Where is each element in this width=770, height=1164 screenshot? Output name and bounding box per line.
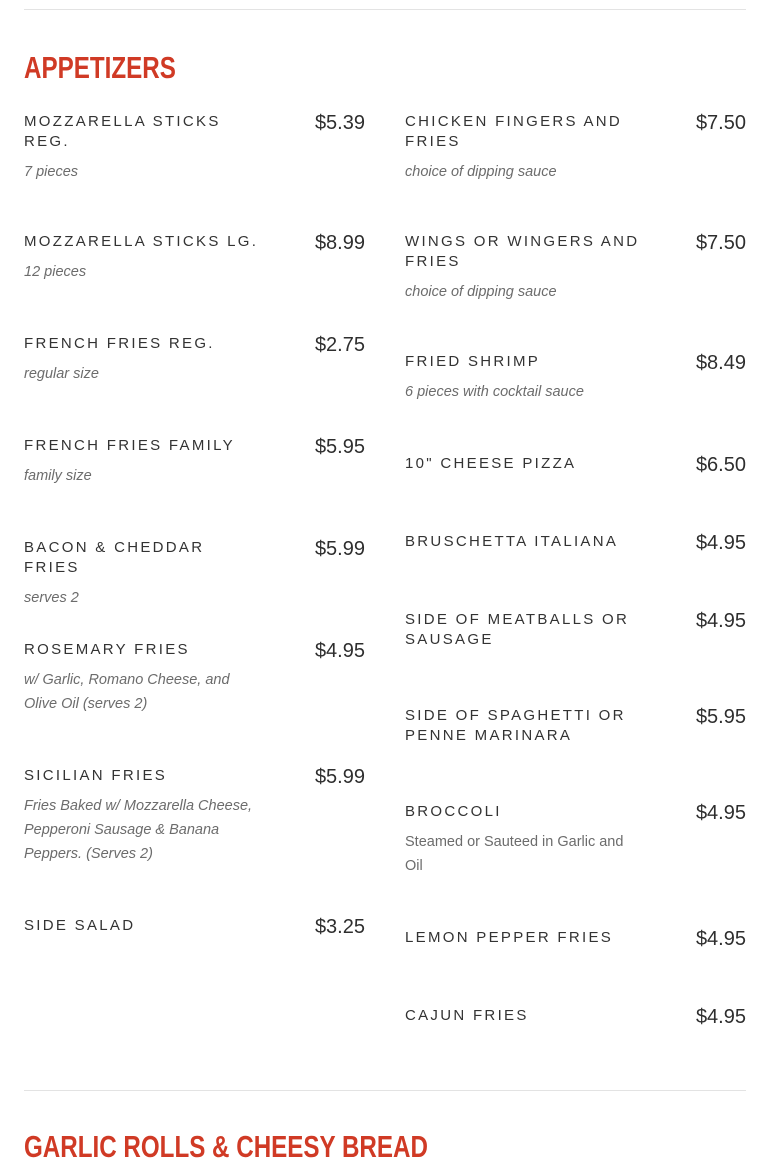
- menu-item: [24, 766, 365, 916]
- item-description: w/ Garlic, Romano Cheese, and Olive Oil (serves 2): [24, 672, 230, 712]
- menu-item: [405, 454, 746, 532]
- section-title-garlic-rolls: GARLIC ROLLS & CHEESY BREAD: [24, 1129, 428, 1164]
- item-description: 7 pieces: [24, 164, 79, 180]
- item-description: serves 2: [24, 590, 79, 606]
- item-name: SICILIAN FRIES: [24, 767, 168, 784]
- menu-item: [24, 334, 365, 436]
- item-description: family size: [24, 468, 92, 484]
- item-price: $6.50: [695, 454, 746, 476]
- item-price: $8.99: [314, 232, 365, 254]
- item-name: SIDE SALAD: [24, 917, 136, 934]
- item-price: $4.95: [695, 532, 746, 554]
- menu-item: [405, 532, 746, 610]
- item-description: 6 pieces with cocktail sauce: [405, 384, 584, 400]
- menu-item: [24, 916, 365, 956]
- item-description: Fries Baked w/ Mozzarella Cheese, Pepperoni Sausage & Banana Peppers. (Serves 2): [24, 798, 253, 862]
- item-name: WINGS OR WINGERS AND FRIES: [405, 233, 640, 270]
- item-price: $4.95: [695, 1006, 746, 1028]
- menu-column-right: [405, 112, 746, 1046]
- item-name: FRENCH FRIES FAMILY: [24, 437, 235, 454]
- item-price: $7.50: [695, 112, 746, 134]
- menu-item: [24, 232, 365, 334]
- item-price: $4.95: [314, 640, 365, 662]
- item-price: $7.50: [695, 232, 746, 254]
- item-description: regular size: [24, 366, 99, 382]
- item-name: BRUSCHETTA ITALIANA: [405, 533, 619, 550]
- item-name: MOZZARELLA STICKS REG.: [24, 113, 221, 150]
- item-price: $4.95: [695, 610, 746, 632]
- top-divider: [24, 9, 746, 10]
- item-name: BROCCOLI: [405, 803, 502, 820]
- item-price: $5.95: [695, 706, 746, 728]
- item-price: $2.75: [314, 334, 365, 356]
- menu-item: [405, 232, 746, 352]
- item-name: CAJUN FRIES: [405, 1007, 529, 1024]
- menu-item: [405, 802, 746, 928]
- menu-item: [405, 706, 746, 802]
- menu-item: [24, 112, 365, 232]
- item-description: Steamed or Sauteed in Garlic and Oil: [405, 834, 624, 874]
- item-name: SIDE OF SPAGHETTI OR PENNE MARINARA: [405, 707, 626, 744]
- section-title-appetizers: APPETIZERS: [24, 50, 176, 85]
- item-name: FRIED SHRIMP: [405, 353, 541, 370]
- item-name: BACON & CHEDDAR FRIES: [24, 539, 205, 576]
- menu-item: [24, 640, 365, 766]
- item-description: 12 pieces: [24, 264, 87, 280]
- menu-item: [405, 928, 746, 1006]
- item-price: $5.99: [314, 766, 365, 788]
- item-name: LEMON PEPPER FRIES: [405, 929, 614, 946]
- menu-item: [405, 352, 746, 454]
- item-price: $4.95: [695, 928, 746, 950]
- item-name: 10" CHEESE PIZZA: [405, 455, 577, 472]
- item-name: FRENCH FRIES REG.: [24, 335, 215, 352]
- item-price: $5.95: [314, 436, 365, 458]
- menu-item: [24, 436, 365, 538]
- item-price: $5.99: [314, 538, 365, 560]
- menu-item: [405, 610, 746, 706]
- bottom-divider: [24, 1090, 746, 1091]
- item-name: MOZZARELLA STICKS LG.: [24, 233, 259, 250]
- menu-item: [405, 1006, 746, 1046]
- item-name: ROSEMARY FRIES: [24, 641, 190, 658]
- item-price: $3.25: [314, 916, 365, 938]
- item-name: CHICKEN FINGERS AND FRIES: [405, 113, 623, 150]
- item-price: $8.49: [695, 352, 746, 374]
- item-description: choice of dipping sauce: [405, 164, 557, 180]
- menu-item: [24, 538, 365, 640]
- item-price: $4.95: [695, 802, 746, 824]
- item-name: SIDE OF MEATBALLS OR SAUSAGE: [405, 611, 630, 648]
- menu-item: [405, 112, 746, 232]
- item-price: $5.39: [314, 112, 365, 134]
- menu-column-left: [24, 112, 365, 956]
- item-description: choice of dipping sauce: [405, 284, 557, 300]
